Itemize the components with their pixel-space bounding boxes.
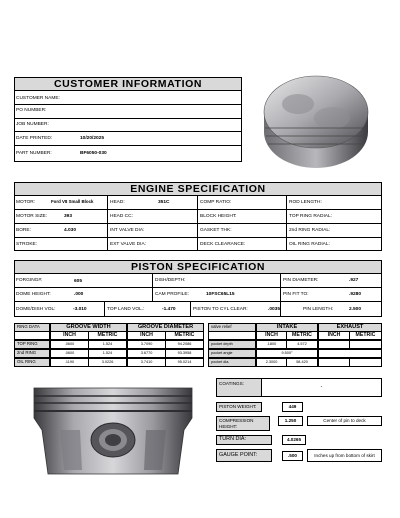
customer-name-label: CUSTOMER NAME: xyxy=(16,96,60,101)
dish-depth-label: DISH/DEPTH: xyxy=(155,278,186,283)
pin-diameter-value: .927 xyxy=(349,278,359,283)
forging-value: 605 xyxy=(74,279,83,284)
date-printed-value: 10/20/2025 xyxy=(80,136,105,141)
turn-dia-value: 4.0265 xyxy=(282,435,306,445)
engine-spec-title: ENGINE SPECIFICATION xyxy=(14,182,382,196)
bore-value: 4.030 xyxy=(64,228,77,233)
gd-inch-header: INCH xyxy=(127,331,166,340)
cam-profile-value: 10FSC65L15 xyxy=(206,292,235,297)
part-number-label: PART NUMBER: xyxy=(16,151,52,156)
pocket-angle-label: pocket angle xyxy=(208,349,256,358)
oil-ring-gw-inch: .1190 xyxy=(50,358,89,367)
second-ring-gw-metric: 1.524 xyxy=(88,349,127,358)
exhaust-header: EXHAUST xyxy=(318,323,382,332)
pocket-depth-label: pocket depth xyxy=(208,340,256,349)
piston-weight-label: PISTON WEIGHT: xyxy=(216,402,262,412)
intake-inch-header: INCH xyxy=(256,331,287,340)
dome-height-value: .000 xyxy=(74,292,84,297)
po-number-label: PO NUMBER: xyxy=(16,108,47,113)
turn-dia-label: TURN DIA: xyxy=(216,435,272,445)
exhaust-inch-header: INCH xyxy=(318,331,350,340)
pocket-depth-exhaust-metric xyxy=(349,340,382,349)
customer-info-title: CUSTOMER INFORMATION xyxy=(14,77,242,91)
row-divider xyxy=(14,287,382,288)
gw-inch-header: INCH xyxy=(50,331,89,340)
top-ring-radial-label: TOP RING RADIAL: xyxy=(289,214,333,219)
intake-header: INTAKE xyxy=(256,323,318,332)
date-printed-label: DATE PRINTED: xyxy=(16,136,53,141)
compression-height-label: COMPRESSION HEIGHT: xyxy=(216,416,270,431)
forging-label: FORGING#: xyxy=(16,278,43,283)
oil-ring-label: OIL RING xyxy=(14,358,50,367)
col-divider xyxy=(280,273,281,317)
row-divider xyxy=(14,145,242,146)
groove-diameter-header: GROOVE DIAMETER xyxy=(127,323,204,332)
pocket-depth-exhaust-inch xyxy=(318,340,350,349)
piston-to-cyl-label: PISTON TO CYL CLEAR: xyxy=(193,307,248,312)
vr-blank-header xyxy=(208,331,256,340)
oil-ring-radial-label: OIL RING RADIAL: xyxy=(289,242,330,247)
groove-width-header: GROOVE WIDTH xyxy=(50,323,127,332)
pocket-depth-intake-metric: 4.572 xyxy=(286,340,318,349)
pocket-dia-intake-metric: 58.420 xyxy=(286,358,318,367)
gw-metric-header: METRIC xyxy=(88,331,127,340)
head-label: HEAD: xyxy=(110,200,125,205)
pocket-dia-label: pocket dia. xyxy=(208,358,256,367)
comp-ratio-label: COMP RATIO: xyxy=(200,200,232,205)
piston-top-image xyxy=(252,66,376,176)
second-ring-radial-label: 2nd RING RADIAL: xyxy=(289,228,331,233)
piston-to-cyl-value: .0035 xyxy=(268,307,281,312)
motor-label: MOTOR: xyxy=(16,200,36,205)
pin-fit-value: .9280 xyxy=(349,292,362,297)
motor-value: Ford V8 Small Block xyxy=(51,199,94,204)
head-value: 351C xyxy=(158,200,170,205)
valve-relief-header: valve relief xyxy=(208,323,256,332)
piston-spec-title: PISTON SPECIFICATION xyxy=(14,260,382,274)
head-cc-label: HEAD CC: xyxy=(110,214,133,219)
block-height-label: BLOCK HEIGHT: xyxy=(200,214,237,219)
ext-valve-dia-label: EXT VALVE DIA: xyxy=(110,242,146,247)
pocket-depth-intake-inch: .1800 xyxy=(256,340,287,349)
part-number-value: BF6050-030 xyxy=(80,151,107,156)
ring-blank-header xyxy=(14,331,50,340)
top-ring-gw-inch: .0600 xyxy=(50,340,89,349)
dome-dish-vol-value: -3.010 xyxy=(73,307,87,312)
coatings-label: COATINGS: xyxy=(216,378,262,397)
piston-side-image xyxy=(20,374,206,484)
oil-ring-gw-metric: 3.0226 xyxy=(88,358,127,367)
intake-metric-header: METRIC xyxy=(286,331,318,340)
pin-length-value: 2.500 xyxy=(349,307,362,312)
rod-length-label: ROD LENGTH: xyxy=(289,200,322,205)
pocket-dia-exhaust-metric xyxy=(349,358,382,367)
top-ring-gd-inch: 3.7090 xyxy=(127,340,166,349)
dome-height-label: DOME HEIGHT: xyxy=(16,292,51,297)
second-ring-label: 2nd RING xyxy=(14,349,50,358)
row-divider xyxy=(14,223,382,224)
row-divider xyxy=(14,118,242,119)
gauge-point-label: GAUGE POINT: xyxy=(216,449,272,462)
second-ring-gw-inch: .0600 xyxy=(50,349,89,358)
pocket-dia-intake-inch: 2.3000 xyxy=(256,358,287,367)
row-divider xyxy=(14,104,242,105)
stroke-label: STROKE: xyxy=(16,242,38,247)
row-divider xyxy=(14,301,382,302)
pocket-angle-intake: 9.500° xyxy=(256,349,318,358)
oil-ring-gd-inch: 3.7410 xyxy=(127,358,166,367)
deck-clearance-label: DECK CLEARANCE: xyxy=(200,242,246,247)
motor-size-value: 393 xyxy=(64,214,73,219)
motor-size-label: MOTOR SIZE: xyxy=(16,214,48,219)
col-divider xyxy=(190,301,191,317)
pocket-dia-exhaust-inch xyxy=(318,358,350,367)
compression-height-note: Center of pin to deck xyxy=(307,416,382,426)
second-ring-gd-metric: 93.3958 xyxy=(165,349,204,358)
row-divider xyxy=(14,131,242,132)
bore-label: BORE: xyxy=(16,228,31,233)
gauge-point-note: Inches up from bottom of skirt xyxy=(307,449,382,462)
pocket-angle-exhaust xyxy=(318,349,382,358)
int-valve-dia-label: INT VALVE DIA: xyxy=(110,228,145,233)
oil-ring-gd-metric: 95.0214 xyxy=(165,358,204,367)
coatings-value: - xyxy=(261,378,382,397)
cam-profile-label: CAM PROFILE: xyxy=(155,292,189,297)
gauge-point-value: .500 xyxy=(282,451,303,461)
col-divider xyxy=(104,301,105,317)
pin-length-label: PIN LENGTH: xyxy=(303,307,334,312)
gd-metric-header: METRIC xyxy=(165,331,204,340)
pin-diameter-label: PIN DIAMETER: xyxy=(283,278,319,283)
second-ring-gd-inch: 3.6770 xyxy=(127,349,166,358)
gasket-thk-label: GASKET THK: xyxy=(200,228,232,233)
piston-weight-value: 449 xyxy=(282,402,303,412)
col-divider xyxy=(152,273,153,301)
ring-data-header: RING DATA xyxy=(14,323,50,332)
row-divider xyxy=(14,209,382,210)
top-land-vol-label: TOP LAND VOL.: xyxy=(107,307,145,312)
top-land-vol-value: -1.470 xyxy=(162,307,176,312)
top-ring-gw-metric: 1.524 xyxy=(88,340,127,349)
dome-dish-vol-label: DOME/DISH VOL: xyxy=(16,307,56,312)
pin-fit-label: PIN FIT TO: xyxy=(283,292,309,297)
top-ring-label: TOP RING xyxy=(14,340,50,349)
row-divider xyxy=(14,237,382,238)
compression-height-value: 1.250 xyxy=(278,416,303,426)
top-ring-gd-metric: 94.2086 xyxy=(165,340,204,349)
job-number-label: JOB NUMBER: xyxy=(16,122,49,127)
exhaust-metric-header: METRIC xyxy=(349,331,382,340)
